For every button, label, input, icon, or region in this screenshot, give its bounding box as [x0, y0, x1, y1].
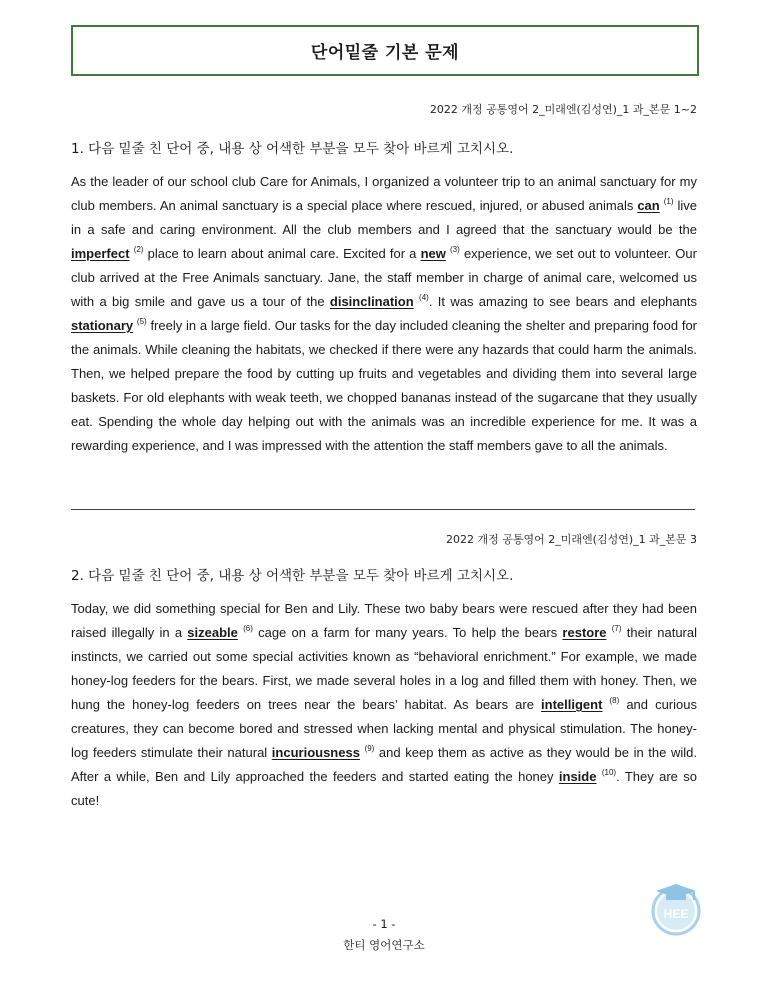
passage-text: and curious creatures, they can become bored and stressed when lacking mental and physical stimulation. The honey-log feeders stimulate their natural	[71, 697, 697, 760]
publisher-logo	[650, 878, 702, 936]
source-label-1: 2022 개정 공통영어 2_미래엔(김성연)_1 과_본문 1~2	[429, 103, 697, 116]
logo-text: HEE	[663, 907, 689, 921]
passage-text: . It was amazing to see bears and elephants	[428, 294, 697, 309]
underlined-word: sizeable	[187, 625, 238, 640]
underlined-word: incuriousness	[271, 745, 360, 760]
passage-1	[71, 170, 697, 458]
passage-text: their natural instincts, we carried out some special activities known as “behavioral enrichment.” For example, we made honey-log feeders for the bears. First, we made several holes in a log and filled them with honey. Then, we hung the honey-log feeders on trees near the bears’ habitat. As bears are	[71, 625, 697, 712]
underlined-word: new	[420, 246, 446, 261]
page-number: - 1 -	[372, 917, 396, 931]
page-title: 단어밑줄 기본 문제	[310, 43, 460, 63]
blank-number: (4)	[419, 293, 429, 302]
passage-text: freely in a large field. Our tasks for the day included cleaning the shelter and preparing food for the animals. While cleaning the habitats, we checked if there were any hazards that could harm the animals. Then, we helped prepare the food by cutting up fruits and vegetables and dividing them into several large baskets. For old elephants with weak teeth, we chopped bananas instead of the sugarcane that they usually eat. Spending the whole day helping out with the animals was an incredible experience for me. It was a rewarding experience, and I was impressed with the attention the staff members gave to all the animals.	[71, 318, 697, 453]
underlined-word: disinclination	[329, 294, 414, 309]
source-label-2: 2022 개정 공통영어 2_미래엔(김성연)_1 과_본문 3	[446, 533, 697, 546]
title-box	[71, 25, 699, 76]
blank-number: (7)	[611, 624, 622, 633]
passage-2	[71, 597, 697, 813]
divider	[71, 509, 695, 510]
blank-number: (9)	[364, 744, 375, 753]
blank-number: (2)	[133, 245, 144, 254]
passage-text: live in a safe and caring environment. All the club members and I agreed that the sanctuary would be the	[71, 198, 697, 237]
underlined-word: restore	[562, 625, 607, 640]
blank-number: (8)	[609, 696, 620, 705]
blank-number: (6)	[243, 624, 253, 633]
blank-number: (10)	[601, 768, 617, 777]
graduation-cap-icon	[650, 878, 702, 936]
passage-text: experience, we set out to volunteer. Our club arrived at the Free Animals sanctuary. Jane, the staff member in charge of animal care, welcomed us with a big smile and gave us a tour of the	[71, 246, 697, 309]
underlined-word: inside	[558, 769, 597, 784]
underlined-word: stationary	[71, 318, 134, 333]
question-2: 2. 다음 밑줄 친 단어 중, 내용 상 어색한 부분을 모두 찾아 바르게 고치시오.	[71, 568, 514, 584]
question-1: 1. 다음 밑줄 친 단어 중, 내용 상 어색한 부분을 모두 찾아 바르게 고치시오.	[71, 141, 514, 157]
passage-text: As the leader of our school club Care for Animals, I organized a volunteer trip to an animal sanctuary for my club members. An animal sanctuary is a special place where rescued, injured, or abused animals	[71, 174, 697, 213]
underlined-word: intelligent	[541, 697, 603, 712]
underlined-word: can	[637, 198, 660, 213]
passage-text: . They are so cute!	[71, 769, 697, 808]
publisher-label: 한티 영어연구소	[343, 938, 425, 952]
underlined-word: imperfect	[71, 246, 130, 261]
passage-text: and keep them as active as they would be in the wild. After a while, Ben and Lily approached the feeders and started eating the honey	[71, 745, 697, 784]
passage-text: place to learn about animal care. Excited for a	[143, 246, 421, 261]
passage-text: Today, we did something special for Ben and Lily. These two baby bears were rescued after they had been raised illegally in a	[71, 601, 697, 640]
blank-number: (1)	[663, 197, 674, 206]
passage-text: cage on a farm for many years. To help the bears	[252, 625, 563, 640]
blank-number: (5)	[136, 317, 147, 326]
blank-number: (3)	[450, 245, 460, 254]
